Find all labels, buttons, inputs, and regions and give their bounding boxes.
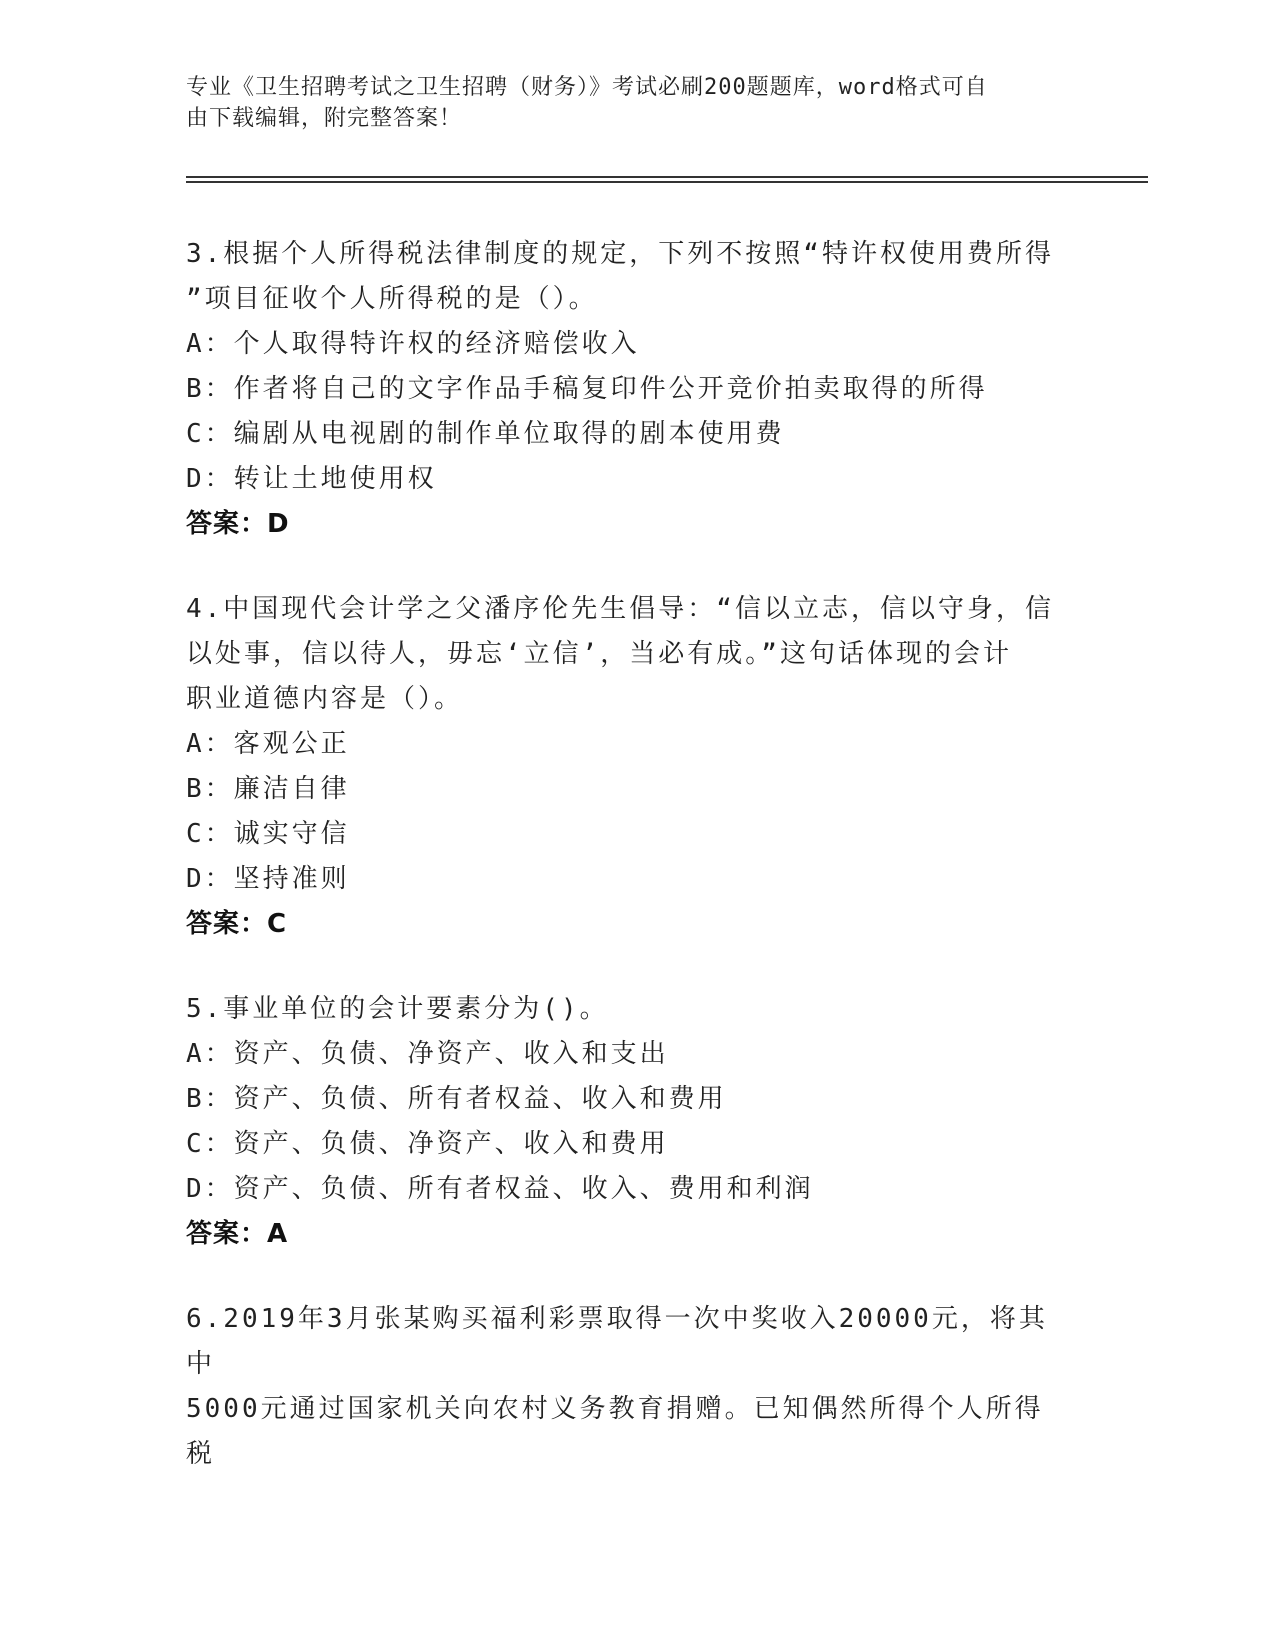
option-c: C：诚实守信 [186, 819, 350, 849]
question-stem-line: 6.2019年3月张某购买福利彩票取得一次中奖收入20000元，将其中 [186, 1304, 1048, 1379]
question-5 [186, 987, 1066, 1257]
question-stem-line: 4.中国现代会计学之父潘序伦先生倡导：“信以立志，信以守身，信 [186, 594, 1054, 624]
option-a: A：资产、负债、净资产、收入和支出 [186, 1039, 669, 1069]
question-stem-line: 3.根据个人所得税法律制度的规定，下列不按照“特许权使用费所得 [186, 239, 1054, 269]
question-6 [186, 1297, 1066, 1477]
option-d: D：资产、负债、所有者权益、收入、费用和利润 [186, 1174, 814, 1204]
header-divider-top [186, 176, 1148, 178]
question-stem-line: 5000元通过国家机关向农村义务教育捐赠。已知偶然所得个人所得税 [186, 1394, 1044, 1469]
question-stem-line: ”项目征收个人所得税的是（）。 [186, 284, 598, 314]
question-3 [186, 232, 1066, 547]
option-d: D：转让土地使用权 [186, 464, 437, 494]
question-4 [186, 587, 1066, 947]
question-stem-line: 5.事业单位的会计要素分为()。 [186, 994, 609, 1024]
header-line-2: 由下载编辑，附完整答案！ [186, 106, 463, 131]
option-a: A：个人取得特许权的经济赔偿收入 [186, 329, 640, 359]
question-list [186, 232, 1066, 1517]
option-c: C：资产、负债、净资产、收入和费用 [186, 1129, 669, 1159]
option-b: B：资产、负债、所有者权益、收入和费用 [186, 1084, 727, 1114]
question-stem-line: 职业道德内容是（）。 [186, 684, 464, 714]
answer: 答案：A [186, 1219, 289, 1249]
option-d: D：坚持准则 [186, 864, 350, 894]
header-line-1: 专业《卫生招聘考试之卫生招聘（财务）》考试必刷200题题库，word格式可自 [186, 75, 988, 100]
option-a: A：客观公正 [186, 729, 350, 759]
option-c: C：编剧从电视剧的制作单位取得的剧本使用费 [186, 419, 785, 449]
header-divider-bottom [186, 181, 1148, 183]
option-b: B：廉洁自律 [186, 774, 350, 804]
answer: 答案：D [186, 509, 290, 539]
document-header [186, 72, 1066, 134]
answer: 答案：C [186, 909, 288, 939]
question-stem-line: 以处事，信以待人，毋忘‘立信’，当必有成。”这句话体现的会计 [186, 639, 1012, 669]
option-b: B：作者将自己的文字作品手稿复印件公开竞价拍卖取得的所得 [186, 374, 988, 404]
